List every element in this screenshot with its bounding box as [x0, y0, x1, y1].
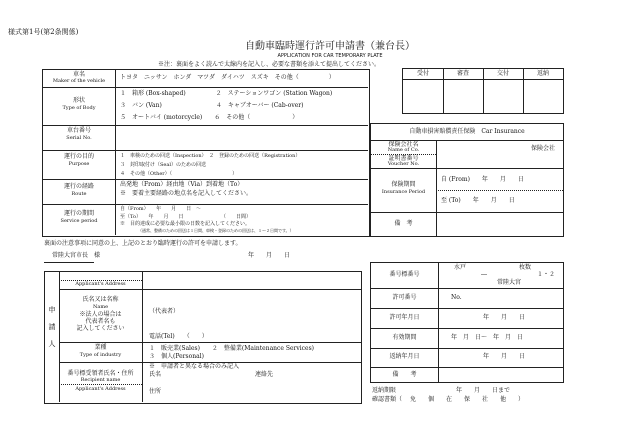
maker-label: 車名 [72, 71, 85, 78]
ins-company-label-en: Name of Co. [387, 147, 420, 153]
recipient-address-label-en: Applicant's Address [75, 386, 126, 392]
route-text[interactable]: 出発地（From）経由地（Via）到着地（To） [120, 181, 244, 188]
industry-option-row2[interactable]: ３ 個人(Personal) [149, 353, 204, 360]
applicant-name-label: 氏名又は名称 [82, 296, 119, 303]
purpose-label-en: Purpose [68, 161, 90, 167]
remarks-input[interactable] [438, 214, 558, 234]
applicant-address-label: Applicant's Address [75, 281, 126, 287]
stamp-review: 審査 [456, 70, 469, 77]
ins-voucher-label-en: Voucher No. [387, 161, 420, 167]
serial-input[interactable] [117, 127, 367, 149]
header-note: ※注：裏面をよく読んで太線内を記入し、必要な書類を添えて提出してください。 [158, 61, 381, 68]
route-note: ※ 要着主要経路の地点名を記入してください。 [120, 190, 253, 197]
period-label-en: Service period [60, 218, 98, 224]
period-note: ※ 目的達成に必要な最小限の日数を記入してください。 [120, 221, 251, 227]
plate-sheets-label: 枚数 [519, 264, 532, 271]
body-type-label-en: Type of Body [62, 105, 96, 111]
return-deadline-value[interactable]: 年 月 日まで [456, 387, 511, 394]
form-title: 自動車臨時運行許可申請書（兼台長） [245, 41, 415, 52]
route-label: 運行の経路 [63, 183, 94, 190]
plate-number-label: 番号標番号 [389, 271, 420, 278]
route-label-en: Route [71, 191, 87, 197]
applicant-name-label-en: Name [92, 304, 109, 310]
ins-company-label: 保険会社名 [388, 141, 419, 148]
applicant-corp-note2: 代表者名も [85, 318, 116, 325]
representative-label[interactable]: （代表者） [149, 308, 180, 315]
recipient-label: 番号標受領者氏名・住所 [67, 370, 134, 377]
applicant-side-label: 申 請 人 [48, 306, 63, 348]
recipient-address[interactable]: 住所 [149, 388, 162, 395]
period-note-detail: （通常、整備のための回送は１日間、車検・登録のための回送は、１～２日間です。） [138, 228, 294, 233]
recipient-label-en: Recipient name [80, 377, 121, 383]
ins-voucher-input[interactable] [438, 155, 558, 167]
insurance-title: 自動車損害賠償責任保険 Car Insurance [409, 128, 525, 135]
plate-dash: ― [481, 271, 487, 278]
ins-voucher-label: 証明書番号 [388, 155, 419, 162]
recipient-contact[interactable]: 連絡先 [255, 371, 274, 378]
declaration-text: 裏面の注意事項に同意の上、上記のとおり臨時運行の許可を申請します。 [44, 240, 242, 247]
purpose-option-row3[interactable]: ４ その他（Other）（ ） [120, 171, 238, 177]
serial-label-en: Serial No. [66, 135, 92, 141]
applicant-corp-note3: 記入してください [76, 325, 125, 332]
document-check-options[interactable]: 免 個 在 保 社 他 ） [410, 396, 525, 403]
permit-no-value[interactable]: No. [451, 294, 462, 301]
ins-period-label-en: Insurance Period [381, 189, 426, 195]
addressee: 常陸大宮市長 様 [52, 252, 101, 259]
maker-label-en: Maker of the vehicle [52, 78, 106, 84]
stamp-issued: 交付 [496, 70, 509, 77]
application-date[interactable]: 年 月 日 [248, 252, 291, 259]
period-from[interactable]: 自（From） 年 月 日 ～ [120, 206, 202, 212]
vehicle-info-table [42, 69, 370, 237]
applicant-tel[interactable]: 電話(Tel) （ ） [149, 333, 208, 340]
recipient-name[interactable]: 氏名 [149, 371, 162, 378]
return-date-value[interactable]: 年 月 日 [483, 353, 526, 360]
industry-label: 業種 [94, 344, 107, 351]
purpose-option-row2[interactable]: ３ 封印取付け（Seal）のための回送 [120, 162, 206, 168]
permit-no-label: 許可番号 [392, 294, 417, 301]
period-to[interactable]: 至（To） 年 月 日 （ 日間） [120, 214, 251, 220]
form-number: 様式第1号(第2条関係) [8, 28, 79, 36]
industry-option-row1[interactable]: １ 販売業(Sales) ２ 整備業(Maintenance Services) [149, 345, 315, 352]
permit-date-value[interactable]: 年 月 日 [483, 314, 526, 321]
ins-period-label: 保険期間 [391, 181, 416, 188]
plate-sheets-value[interactable]: １・２ [537, 271, 556, 278]
stamp-received: 受付 [416, 70, 429, 77]
body-type-option-row2[interactable]: ３ バン (Van) ４ キャブオーバー (Cab-over) [120, 102, 304, 109]
insurance-table [370, 123, 564, 237]
plate-place: 水戸 [454, 264, 467, 271]
period-label: 運行の期間 [63, 210, 94, 217]
body-type-option-row1[interactable]: １ 箱形 (Box-shaped) ２ ステーションワゴン (Station Wagon) [120, 90, 333, 97]
valid-period-label: 有効期間 [392, 334, 417, 341]
permit-table [370, 262, 564, 383]
remarks-label: 備 考 [394, 220, 413, 227]
office-stamp-table [402, 68, 564, 114]
maker-options[interactable]: トヨタ ニッサン ホンダ マツダ ダイハツ スズキ その他（ ） [120, 74, 335, 81]
ins-company-input[interactable] [438, 142, 528, 154]
body-type-label: 形状 [72, 97, 85, 104]
valid-period-value[interactable]: 年 月 日～ 年 月 日 [451, 334, 524, 341]
ins-period-to[interactable]: 至 (To) 年 月 日 [441, 197, 515, 204]
applicant-table [44, 271, 362, 404]
applicant-address-input[interactable] [144, 274, 358, 288]
ins-period-from[interactable]: 自 (From) 年 月 日 [441, 176, 524, 183]
form-subtitle: APPLICATION FOR CAR TEMPORARY PLATE [277, 53, 383, 59]
ins-company-suffix: 保険会社 [531, 145, 556, 152]
permit-remarks-label: 備 考 [392, 371, 417, 378]
return-deadline-label: 返納期限 [372, 387, 397, 394]
purpose-label: 運行の目的 [63, 153, 94, 160]
plate-issuer: 常陸大宮 [497, 279, 522, 286]
body-type-option-row3[interactable]: ５ オートバイ (motorcycle) ６ その他（ ） [120, 114, 299, 121]
purpose-option-row1[interactable]: １ 車検のための回送（Inspection） ２ 登録のための回送（Registration） [120, 153, 301, 159]
stamp-returned: 返納 [536, 70, 549, 77]
permit-date-label: 許可年月日 [389, 314, 420, 321]
return-date-label: 返納年月日 [389, 353, 420, 360]
industry-label-en: Type of industry [79, 352, 122, 358]
applicant-corp-note1: ※法人の場合は [79, 311, 122, 318]
serial-label: 車台番号 [66, 127, 91, 134]
document-check-label: 確認書類（ [372, 396, 403, 403]
recipient-note: ※ 申請者と異なる場合のみ記入 [149, 363, 240, 370]
